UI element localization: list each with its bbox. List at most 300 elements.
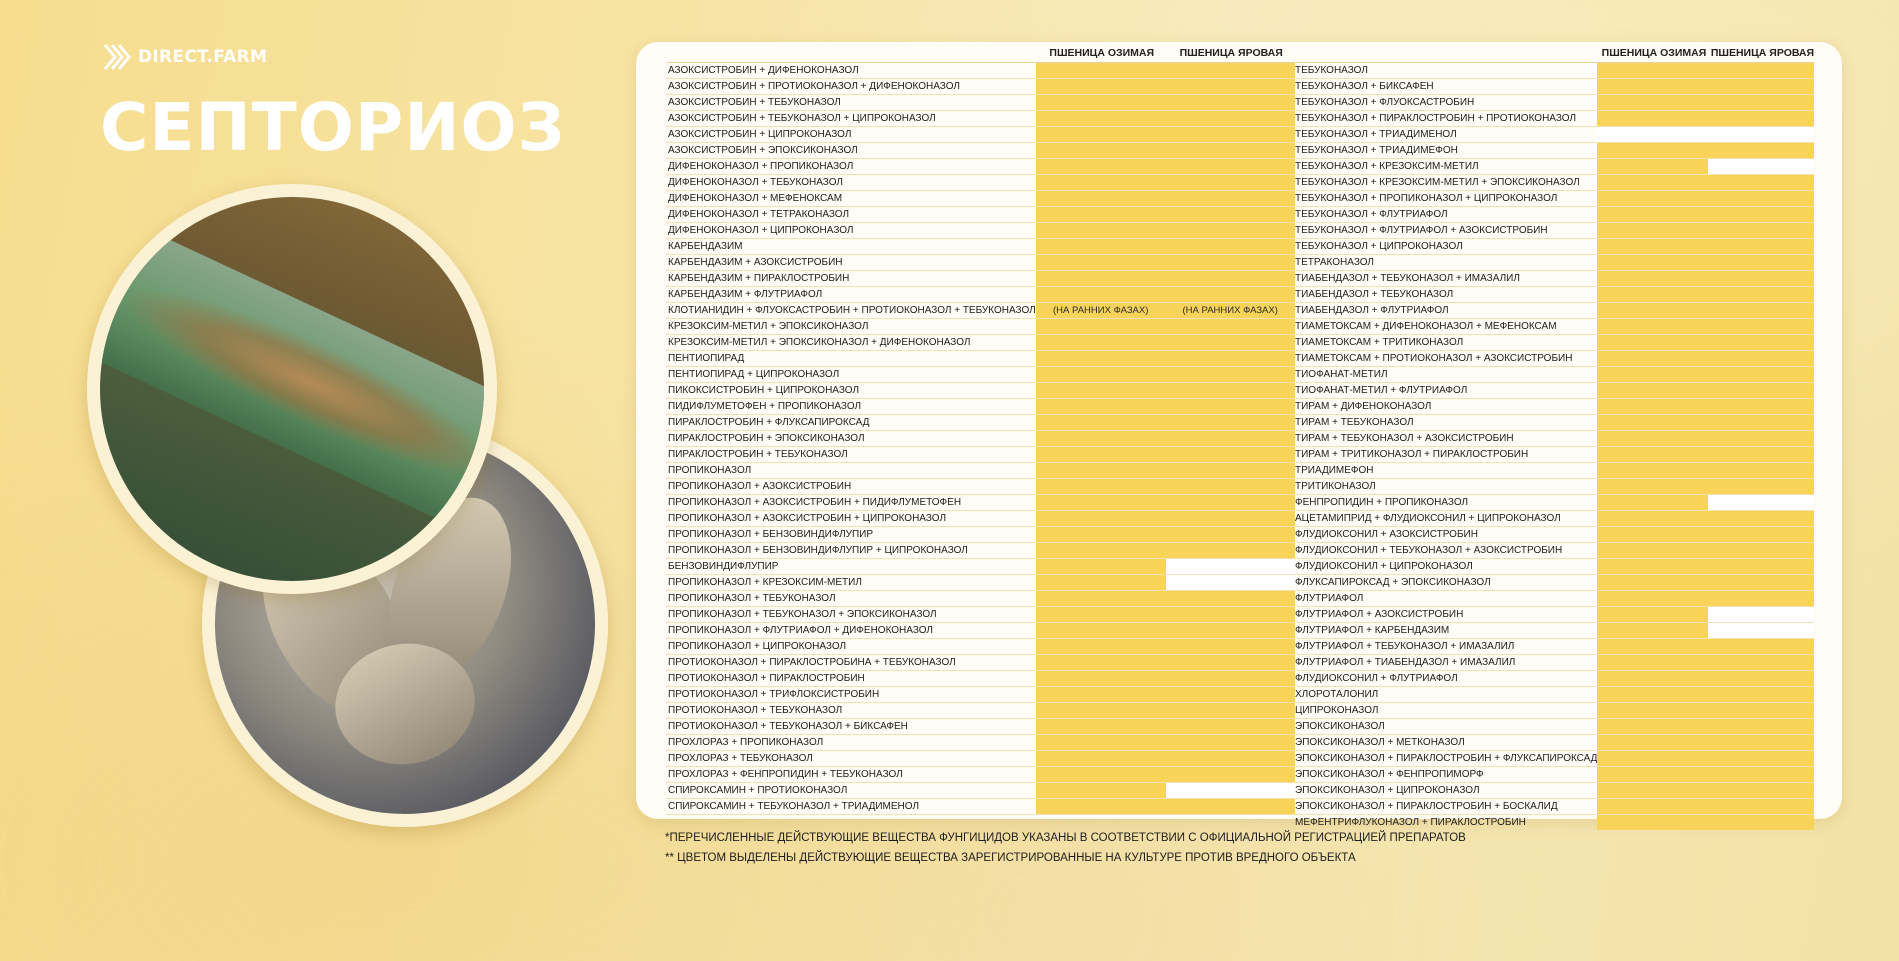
table-row <box>666 463 1295 479</box>
winter-wheat-cell <box>1036 799 1166 815</box>
substance-name: ТЕБУКОНАЗОЛ + ЦИПРОКОНАЗОЛ <box>1293 239 1597 255</box>
winter-wheat-cell <box>1036 527 1166 543</box>
table-row <box>1293 287 1814 303</box>
winter-wheat-cell <box>1597 255 1708 271</box>
spring-wheat-cell <box>1708 79 1814 95</box>
winter-wheat-cell <box>1036 559 1166 575</box>
table-row <box>666 543 1295 559</box>
winter-wheat-cell <box>1597 127 1708 143</box>
spring-wheat-cell <box>1166 735 1295 751</box>
early-phase-note: (НА РАННИХ ФАЗАХ) <box>1182 305 1278 316</box>
winter-wheat-cell <box>1036 623 1166 639</box>
substance-name: ПРОПИКОНАЗОЛ <box>666 463 1036 479</box>
table-row <box>666 159 1295 175</box>
table-row <box>666 511 1295 527</box>
winter-wheat-cell <box>1036 671 1166 687</box>
winter-wheat-cell <box>1597 143 1708 159</box>
spring-wheat-cell <box>1708 111 1814 127</box>
spring-wheat-cell <box>1708 447 1814 463</box>
spring-wheat-header: ПШЕНИЦА ЯРОВАЯ <box>1708 44 1814 63</box>
substance-name: АЗОКСИСТРОБИН + ЦИПРОКОНАЗОЛ <box>666 127 1036 143</box>
table-row <box>1293 751 1814 767</box>
spring-wheat-cell <box>1166 255 1295 271</box>
table-row <box>666 143 1295 159</box>
spring-wheat-cell <box>1166 415 1295 431</box>
table-row <box>1293 735 1814 751</box>
table-row <box>1293 351 1814 367</box>
substance-name: ТИРАМ + ТЕБУКОНАЗОЛ <box>1293 415 1597 431</box>
winter-wheat-cell <box>1036 287 1166 303</box>
winter-wheat-cell <box>1597 655 1708 671</box>
table-row <box>1293 687 1814 703</box>
spring-wheat-cell <box>1708 127 1814 143</box>
winter-wheat-cell <box>1597 335 1708 351</box>
spring-wheat-cell <box>1708 463 1814 479</box>
winter-wheat-cell <box>1036 335 1166 351</box>
winter-wheat-cell <box>1597 383 1708 399</box>
spring-wheat-cell <box>1166 703 1295 719</box>
table-row <box>666 479 1295 495</box>
table-row <box>1293 159 1814 175</box>
spring-wheat-cell <box>1166 303 1295 319</box>
table-row <box>666 687 1295 703</box>
spring-wheat-cell <box>1166 239 1295 255</box>
winter-wheat-cell <box>1597 239 1708 255</box>
table-row <box>666 431 1295 447</box>
spring-wheat-cell <box>1166 463 1295 479</box>
substance-name: ПРОХЛОРАЗ + ПРОПИКОНАЗОЛ <box>666 735 1036 751</box>
spring-wheat-cell <box>1166 591 1295 607</box>
spring-wheat-cell <box>1166 175 1295 191</box>
table-row <box>666 639 1295 655</box>
winter-wheat-cell <box>1597 319 1708 335</box>
winter-wheat-cell <box>1036 79 1166 95</box>
table-row <box>666 783 1295 799</box>
substance-name: ПРОТИОКОНАЗОЛ + ТЕБУКОНАЗОЛ + БИКСАФЕН <box>666 719 1036 735</box>
spring-wheat-cell <box>1708 543 1814 559</box>
table-row <box>1293 239 1814 255</box>
table-row <box>1293 191 1814 207</box>
table-row <box>666 79 1295 95</box>
winter-wheat-cell <box>1036 463 1166 479</box>
winter-wheat-cell <box>1597 191 1708 207</box>
spring-wheat-cell <box>1708 399 1814 415</box>
spring-wheat-cell <box>1708 223 1814 239</box>
spring-wheat-cell <box>1708 95 1814 111</box>
winter-wheat-cell <box>1597 767 1708 783</box>
substance-name: ПЕНТИОПИРАД <box>666 351 1036 367</box>
table-row <box>666 271 1295 287</box>
winter-wheat-cell <box>1036 207 1166 223</box>
winter-wheat-cell <box>1597 687 1708 703</box>
spring-wheat-cell <box>1708 239 1814 255</box>
table-row <box>1293 591 1814 607</box>
table-row <box>666 735 1295 751</box>
table-row <box>1293 111 1814 127</box>
substance-name: ТЕБУКОНАЗОЛ + ПРОПИКОНАЗОЛ + ЦИПРОКОНАЗОЛ <box>1293 191 1597 207</box>
winter-wheat-cell <box>1036 239 1166 255</box>
table-row <box>666 399 1295 415</box>
table-row <box>666 767 1295 783</box>
winter-wheat-cell <box>1597 671 1708 687</box>
substance-name: ПИРАКЛОСТРОБИН + ФЛУКСАПИРОКСАД <box>666 415 1036 431</box>
page-title: СЕПТОРИОЗ <box>100 89 566 166</box>
spring-wheat-cell <box>1166 431 1295 447</box>
table-row <box>666 447 1295 463</box>
substance-name: ПИРАКЛОСТРОБИН + ЭПОКСИКОНАЗОЛ <box>666 431 1036 447</box>
spring-wheat-cell <box>1166 351 1295 367</box>
substance-name: ДИФЕНОКОНАЗОЛ + ЦИПРОКОНАЗОЛ <box>666 223 1036 239</box>
spring-wheat-cell <box>1166 799 1295 815</box>
spring-wheat-cell <box>1708 607 1814 623</box>
winter-wheat-cell <box>1036 367 1166 383</box>
winter-wheat-cell <box>1036 303 1166 319</box>
substance-name: ТЕБУКОНАЗОЛ + ФЛУТРИАФОЛ + АЗОКСИСТРОБИН <box>1293 223 1597 239</box>
spring-wheat-cell <box>1708 319 1814 335</box>
substance-name: ПИДИФЛУМЕТОФЕН + ПРОПИКОНАЗОЛ <box>666 399 1036 415</box>
table-row <box>666 303 1295 319</box>
substance-name: ТИАМЕТОКСАМ + ДИФЕНОКОНАЗОЛ + МЕФЕНОКСАМ <box>1293 319 1597 335</box>
substance-name: ТИОФАНАТ-МЕТИЛ + ФЛУТРИАФОЛ <box>1293 383 1597 399</box>
winter-wheat-cell <box>1597 719 1708 735</box>
brand-logo[interactable] <box>102 40 267 74</box>
substance-name: ФЛУКСАПИРОКСАД + ЭПОКСИКОНАЗОЛ <box>1293 575 1597 591</box>
table-row <box>666 351 1295 367</box>
table-row <box>1293 223 1814 239</box>
winter-wheat-cell <box>1597 591 1708 607</box>
table-row <box>1293 703 1814 719</box>
table-row <box>1293 303 1814 319</box>
substance-name: ФЛУТРИАФОЛ + ТИАБЕНДАЗОЛ + ИМАЗАЛИЛ <box>1293 655 1597 671</box>
spring-wheat-cell <box>1166 671 1295 687</box>
substance-name: АЗОКСИСТРОБИН + ДИФЕНОКОНАЗОЛ <box>666 63 1036 79</box>
spring-wheat-cell <box>1166 623 1295 639</box>
table-row <box>666 623 1295 639</box>
winter-wheat-cell <box>1597 543 1708 559</box>
substance-name: ТИРАМ + ДИФЕНОКОНАЗОЛ <box>1293 399 1597 415</box>
winter-wheat-cell <box>1597 799 1708 815</box>
spring-wheat-cell <box>1708 735 1814 751</box>
table-row <box>1293 719 1814 735</box>
substance-name: ТЕБУКОНАЗОЛ + ФЛУТРИАФОЛ <box>1293 207 1597 223</box>
spring-wheat-cell <box>1166 383 1295 399</box>
table-row <box>1293 607 1814 623</box>
right-fungicide-table <box>1293 44 1814 831</box>
table-row <box>1293 799 1814 815</box>
table-row <box>666 63 1295 79</box>
substance-name: КАРБЕНДАЗИМ + АЗОКСИСТРОБИН <box>666 255 1036 271</box>
table-row <box>666 495 1295 511</box>
table-row <box>666 575 1295 591</box>
spring-wheat-cell <box>1708 351 1814 367</box>
winter-wheat-cell <box>1036 607 1166 623</box>
substance-name: КРЕЗОКСИМ-МЕТИЛ + ЭПОКСИКОНАЗОЛ <box>666 319 1036 335</box>
substance-name: АЗОКСИСТРОБИН + ТЕБУКОНАЗОЛ <box>666 95 1036 111</box>
substance-name: ПРОПИКОНАЗОЛ + ФЛУТРИАФОЛ + ДИФЕНОКОНАЗОЛ <box>666 623 1036 639</box>
substance-name: АЗОКСИСТРОБИН + ПРОТИОКОНАЗОЛ + ДИФЕНОКОНАЗОЛ <box>666 79 1036 95</box>
winter-wheat-cell <box>1036 591 1166 607</box>
spring-wheat-cell <box>1708 815 1814 831</box>
spring-wheat-cell <box>1708 207 1814 223</box>
substance-name: ТИАБЕНДАЗОЛ + ФЛУТРИАФОЛ <box>1293 303 1597 319</box>
substance-name: ДИФЕНОКОНАЗОЛ + ТЕТРАКОНАЗОЛ <box>666 207 1036 223</box>
spring-wheat-cell <box>1708 303 1814 319</box>
winter-wheat-cell <box>1597 159 1708 175</box>
spring-wheat-cell <box>1708 623 1814 639</box>
table-row <box>1293 255 1814 271</box>
early-phase-note: (НА РАННИХ ФАЗАХ) <box>1053 305 1149 316</box>
spring-wheat-cell <box>1166 639 1295 655</box>
spring-wheat-cell <box>1166 223 1295 239</box>
substance-name: ТИРАМ + ТРИТИКОНАЗОЛ + ПИРАКЛОСТРОБИН <box>1293 447 1597 463</box>
winter-wheat-cell <box>1036 127 1166 143</box>
table-row <box>666 239 1295 255</box>
spring-wheat-cell <box>1166 607 1295 623</box>
table-row <box>666 559 1295 575</box>
substance-name: ПРОПИКОНАЗОЛ + ТЕБУКОНАЗОЛ <box>666 591 1036 607</box>
spring-wheat-cell <box>1166 207 1295 223</box>
winter-wheat-cell <box>1597 735 1708 751</box>
winter-wheat-cell <box>1036 751 1166 767</box>
spring-wheat-cell <box>1166 495 1295 511</box>
spring-wheat-cell <box>1708 495 1814 511</box>
table-row <box>1293 479 1814 495</box>
winter-wheat-cell <box>1036 687 1166 703</box>
spring-wheat-cell <box>1166 543 1295 559</box>
table-row <box>1293 767 1814 783</box>
winter-wheat-cell <box>1597 271 1708 287</box>
winter-wheat-cell <box>1036 415 1166 431</box>
winter-wheat-cell <box>1597 559 1708 575</box>
spring-wheat-cell <box>1708 335 1814 351</box>
table-row <box>1293 783 1814 799</box>
substance-name: ЦИПРОКОНАЗОЛ <box>1293 703 1597 719</box>
table-row <box>666 111 1295 127</box>
winter-wheat-cell <box>1036 319 1166 335</box>
substance-name: ПРОПИКОНАЗОЛ + АЗОКСИСТРОБИН + ЦИПРОКОНАЗОЛ <box>666 511 1036 527</box>
spring-wheat-cell <box>1708 639 1814 655</box>
substance-name: ТРИАДИМЕФОН <box>1293 463 1597 479</box>
table-row <box>1293 495 1814 511</box>
table-row <box>1293 543 1814 559</box>
winter-wheat-cell <box>1036 95 1166 111</box>
substance-name: ФЛУДИОКСОНИЛ + АЗОКСИСТРОБИН <box>1293 527 1597 543</box>
leaf-with-septoria-lesions-photo <box>87 184 497 594</box>
table-row <box>1293 367 1814 383</box>
spring-wheat-cell <box>1166 399 1295 415</box>
spring-wheat-cell <box>1708 143 1814 159</box>
winter-wheat-cell <box>1036 735 1166 751</box>
spring-wheat-cell <box>1708 783 1814 799</box>
table-row <box>1293 639 1814 655</box>
spring-wheat-cell <box>1708 63 1814 79</box>
substance-name: ДИФЕНОКОНАЗОЛ + МЕФЕНОКСАМ <box>666 191 1036 207</box>
winter-wheat-cell <box>1036 191 1166 207</box>
table-row <box>666 527 1295 543</box>
substance-name: МЕФЕНТРИФЛУКОНАЗОЛ + ПИРАКЛОСТРОБИН <box>1293 815 1597 831</box>
table-row <box>666 255 1295 271</box>
substance-name: АЗОКСИСТРОБИН + ЭПОКСИКОНАЗОЛ <box>666 143 1036 159</box>
table-row <box>666 319 1295 335</box>
substance-name: АЗОКСИСТРОБИН + ТЕБУКОНАЗОЛ + ЦИПРОКОНАЗОЛ <box>666 111 1036 127</box>
winter-wheat-cell <box>1597 623 1708 639</box>
spring-wheat-cell <box>1166 367 1295 383</box>
spring-wheat-cell <box>1708 255 1814 271</box>
substance-name: ПРОТИОКОНАЗОЛ + ТРИФЛОКСИСТРОБИН <box>666 687 1036 703</box>
spring-wheat-cell <box>1166 63 1295 79</box>
spring-wheat-cell <box>1708 479 1814 495</box>
winter-wheat-cell <box>1036 383 1166 399</box>
spring-wheat-cell <box>1166 719 1295 735</box>
spring-wheat-cell <box>1708 431 1814 447</box>
spring-wheat-cell <box>1708 415 1814 431</box>
footnote-registration: *ПЕРЕЧИСЛЕННЫЕ ДЕЙСТВУЮЩИЕ ВЕЩЕСТВА ФУНГИЦИДОВ УКАЗАНЫ В СООТВЕТСТВИИ С ОФИЦИАЛЬНОЙ РЕГИСТРАЦИЕЙ ПРЕПАРАТОВ <box>665 832 1466 844</box>
substance-name: ЭПОКСИКОНАЗОЛ + МЕТКОНАЗОЛ <box>1293 735 1597 751</box>
spring-wheat-cell <box>1708 159 1814 175</box>
table-row <box>666 719 1295 735</box>
table-row <box>666 191 1295 207</box>
substance-name: ФЛУТРИАФОЛ + КАРБЕНДАЗИМ <box>1293 623 1597 639</box>
spring-wheat-cell <box>1166 111 1295 127</box>
substance-name: ТЕБУКОНАЗОЛ + БИКСАФЕН <box>1293 79 1597 95</box>
table-row <box>1293 399 1814 415</box>
table-row <box>1293 271 1814 287</box>
winter-wheat-cell <box>1036 111 1166 127</box>
substance-name: ТИАБЕНДАЗОЛ + ТЕБУКОНАЗОЛ <box>1293 287 1597 303</box>
winter-wheat-cell <box>1597 527 1708 543</box>
spring-wheat-cell <box>1708 271 1814 287</box>
winter-wheat-cell <box>1036 159 1166 175</box>
winter-wheat-cell <box>1597 415 1708 431</box>
spring-wheat-cell <box>1708 767 1814 783</box>
winter-wheat-cell <box>1597 431 1708 447</box>
winter-wheat-cell <box>1597 287 1708 303</box>
substance-name: ПИРАКЛОСТРОБИН + ТЕБУКОНАЗОЛ <box>666 447 1036 463</box>
table-row <box>1293 79 1814 95</box>
table-row <box>1293 319 1814 335</box>
substance-name: ТИАБЕНДАЗОЛ + ТЕБУКОНАЗОЛ + ИМАЗАЛИЛ <box>1293 271 1597 287</box>
substance-name: ТЕБУКОНАЗОЛ + ПИРАКЛОСТРОБИН + ПРОТИОКОНАЗОЛ <box>1293 111 1597 127</box>
table-row <box>666 207 1295 223</box>
substance-name: ПРОХЛОРАЗ + ФЕНПРОПИДИН + ТЕБУКОНАЗОЛ <box>666 767 1036 783</box>
substance-name: ФЛУТРИАФОЛ + АЗОКСИСТРОБИН <box>1293 607 1597 623</box>
table-row <box>1293 335 1814 351</box>
substance-name: ТЕБУКОНАЗОЛ <box>1293 63 1597 79</box>
table-row <box>1293 527 1814 543</box>
winter-wheat-cell <box>1597 351 1708 367</box>
substance-name: ПРОПИКОНАЗОЛ + АЗОКСИСТРОБИН + ПИДИФЛУМЕТОФЕН <box>666 495 1036 511</box>
spring-wheat-cell <box>1708 799 1814 815</box>
spring-wheat-cell <box>1708 559 1814 575</box>
substance-name: ПРОПИКОНАЗОЛ + КРЕЗОКСИМ-МЕТИЛ <box>666 575 1036 591</box>
winter-wheat-cell <box>1036 143 1166 159</box>
substance-name: ТЕБУКОНАЗОЛ + ФЛУОКСАСТРОБИН <box>1293 95 1597 111</box>
winter-wheat-cell <box>1597 479 1708 495</box>
substance-name: ТЕБУКОНАЗОЛ + КРЕЗОКСИМ-МЕТИЛ <box>1293 159 1597 175</box>
substance-name: ДИФЕНОКОНАЗОЛ + ПРОПИКОНАЗОЛ <box>666 159 1036 175</box>
winter-wheat-cell <box>1597 783 1708 799</box>
spring-wheat-cell <box>1708 287 1814 303</box>
winter-wheat-cell <box>1036 63 1166 79</box>
spring-wheat-cell <box>1166 527 1295 543</box>
substance-name: ДИФЕНОКОНАЗОЛ + ТЕБУКОНАЗОЛ <box>666 175 1036 191</box>
substance-name: ТЕТРАКОНАЗОЛ <box>1293 255 1597 271</box>
substance-name: ЭПОКСИКОНАЗОЛ + ПИРАКЛОСТРОБИН + БОСКАЛИД <box>1293 799 1597 815</box>
spring-wheat-cell <box>1708 383 1814 399</box>
winter-wheat-cell <box>1036 511 1166 527</box>
spring-wheat-cell <box>1166 511 1295 527</box>
substance-header <box>1293 44 1597 63</box>
substance-name: ПРОПИКОНАЗОЛ + АЗОКСИСТРОБИН <box>666 479 1036 495</box>
chevron-arrows-icon <box>102 40 132 74</box>
substance-name: ТЕБУКОНАЗОЛ + ТРИАДИМЕФОН <box>1293 143 1597 159</box>
spring-wheat-cell <box>1708 655 1814 671</box>
winter-wheat-cell <box>1036 351 1166 367</box>
substance-name: ХЛОРОТАЛОНИЛ <box>1293 687 1597 703</box>
spring-wheat-cell <box>1708 191 1814 207</box>
spring-wheat-cell <box>1708 719 1814 735</box>
substance-name: КАРБЕНДАЗИМ + ПИРАКЛОСТРОБИН <box>666 271 1036 287</box>
winter-wheat-cell <box>1597 95 1708 111</box>
winter-wheat-cell <box>1036 223 1166 239</box>
substance-name: ПРОТИОКОНАЗОЛ + ПИРАКЛОСТРОБИН <box>666 671 1036 687</box>
substance-name: ТЕБУКОНАЗОЛ + ТРИАДИМЕНОЛ <box>1293 127 1597 143</box>
substance-name: КЛОТИАНИДИН + ФЛУОКСАСТРОБИН + ПРОТИОКОНАЗОЛ + ТЕБУКОНАЗОЛ <box>666 303 1036 319</box>
substance-name: ЭПОКСИКОНАЗОЛ + ПИРАКЛОСТРОБИН + ФЛУКСАПИРОКСАД <box>1293 751 1597 767</box>
winter-wheat-cell <box>1036 639 1166 655</box>
substance-name: ТИАМЕТОКСАМ + ПРОТИОКОНАЗОЛ + АЗОКСИСТРОБИН <box>1293 351 1597 367</box>
table-row <box>1293 655 1814 671</box>
spring-wheat-cell <box>1708 591 1814 607</box>
table-row <box>666 655 1295 671</box>
brand-name: DIRECT.FARM <box>138 47 268 67</box>
table-row <box>666 671 1295 687</box>
table-row <box>666 607 1295 623</box>
substance-name: ПРОПИКОНАЗОЛ + БЕНЗОВИНДИФЛУПИР + ЦИПРОКОНАЗОЛ <box>666 543 1036 559</box>
substance-name: КАРБЕНДАЗИМ + ФЛУТРИАФОЛ <box>666 287 1036 303</box>
winter-wheat-cell <box>1036 175 1166 191</box>
spring-wheat-cell <box>1708 367 1814 383</box>
substance-name: ТИРАМ + ТЕБУКОНАЗОЛ + АЗОКСИСТРОБИН <box>1293 431 1597 447</box>
table-row <box>666 799 1295 815</box>
winter-wheat-cell <box>1597 751 1708 767</box>
substance-name: ПЕНТИОПИРАД + ЦИПРОКОНАЗОЛ <box>666 367 1036 383</box>
table-row <box>666 383 1295 399</box>
winter-wheat-cell <box>1597 511 1708 527</box>
spring-wheat-cell <box>1166 95 1295 111</box>
table-row <box>1293 511 1814 527</box>
substance-name: ПРОТИОКОНАЗОЛ + ПИРАКЛОСТРОБИНА + ТЕБУКОНАЗОЛ <box>666 655 1036 671</box>
spring-wheat-cell <box>1708 703 1814 719</box>
table-row <box>666 127 1295 143</box>
winter-wheat-cell <box>1597 303 1708 319</box>
table-row <box>666 751 1295 767</box>
winter-wheat-cell <box>1036 719 1166 735</box>
winter-wheat-cell <box>1036 399 1166 415</box>
winter-wheat-cell <box>1597 223 1708 239</box>
spring-wheat-cell <box>1708 511 1814 527</box>
table-row <box>1293 63 1814 79</box>
substance-name: ПИКОКСИСТРОБИН + ЦИПРОКОНАЗОЛ <box>666 383 1036 399</box>
spring-wheat-cell <box>1708 575 1814 591</box>
table-row <box>1293 447 1814 463</box>
winter-wheat-cell <box>1597 463 1708 479</box>
substance-name: ТИАМЕТОКСАМ + ТРИТИКОНАЗОЛ <box>1293 335 1597 351</box>
spring-wheat-cell <box>1708 751 1814 767</box>
footnote-highlight: ** ЦВЕТОМ ВЫДЕЛЕНЫ ДЕЙСТВУЮЩИЕ ВЕЩЕСТВА ЗАРЕГИСТРИРОВАННЫЕ НА КУЛЬТУРЕ ПРОТИВ ВРЕДНОГО ОБЪЕКТА <box>665 852 1356 864</box>
spring-wheat-cell <box>1166 447 1295 463</box>
spring-wheat-header: ПШЕНИЦА ЯРОВАЯ <box>1166 44 1295 63</box>
